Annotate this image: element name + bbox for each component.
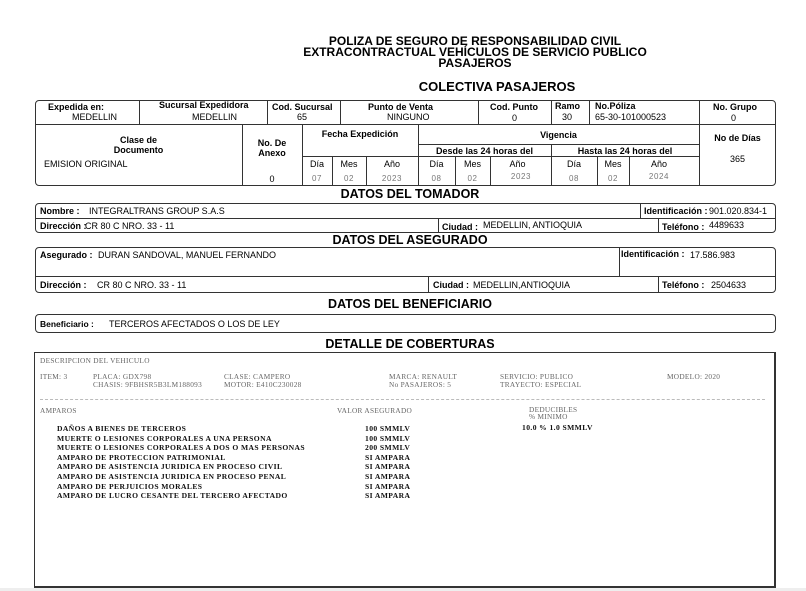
divider <box>267 100 268 124</box>
fecha-exp-dia: 07 <box>311 174 323 183</box>
amparo-valor: 100 SMMLV <box>365 433 411 443</box>
amparos-header: AMPAROS <box>40 406 77 415</box>
asegurado-telefono: 2504633 <box>711 280 747 290</box>
ramo-value: 30 <box>562 112 573 122</box>
hasta-anio: 2024 <box>648 172 670 181</box>
tomador-telefono: 4489633 <box>709 220 745 230</box>
asegurado-telefono-label: Teléfono : <box>662 280 705 290</box>
asegurado-identificacion: 17.586.983 <box>690 250 736 260</box>
deducibles-subheader: % MINIMO <box>529 412 568 421</box>
desde-anio: 2023 <box>510 172 532 181</box>
asegurado-nombre: DURAN SANDOVAL, MANUEL FERNANDO <box>98 250 277 260</box>
amparo-name: AMPARO DE PROTECCION PATRIMONIAL <box>57 452 226 462</box>
fecha-expedicion-label: Fecha Expedición <box>321 129 399 139</box>
divider <box>589 100 590 124</box>
divider <box>418 144 699 145</box>
tomador-nombre-label: Nombre : <box>40 206 80 216</box>
divider <box>340 100 341 124</box>
fecha-exp-dia-label: Día <box>309 159 324 169</box>
vehicle-description-header: DESCRIPCION DEL VEHICULO <box>40 356 150 365</box>
section-title-tomador: DATOS DEL TOMADOR <box>340 187 480 201</box>
document-subtitle: COLECTIVA PASAJEROS <box>418 79 576 94</box>
vehicle-item: ITEM: 3 <box>40 372 68 381</box>
vehicle-trayecto: TRAYECTO: ESPECIAL <box>500 380 582 389</box>
section-title-asegurado: DATOS DEL ASEGURADO <box>332 233 488 247</box>
hasta-mes-label: Mes <box>604 159 622 169</box>
divider <box>658 218 659 233</box>
desde-dia-label: Día <box>429 159 444 169</box>
divider <box>35 124 776 125</box>
cod-punto-label: Cod. Punto <box>490 102 538 112</box>
tomador-telefono-label: Teléfono : <box>662 222 705 232</box>
vehicle-clase: CLASE: CAMPERO <box>224 372 291 381</box>
asegurado-direccion: CR 80 C NRO. 33 - 11 <box>97 280 187 290</box>
sucursal-value: MEDELLIN <box>192 112 238 122</box>
desde-anio-label: Año <box>509 159 526 169</box>
amparo-name: AMPARO DE ASISTENCIA JURIDICA EN PROCESO PENAL <box>57 472 287 481</box>
document-title-line-2: EXTRACONTRACTUAL VEHÍCULOS DE SERVICIO PUBLICO <box>303 45 647 59</box>
desde-label: Desde las 24 horas del <box>435 146 534 156</box>
expedida-en-value: MEDELLIN <box>72 112 118 122</box>
divider <box>640 203 641 218</box>
vehicle-pasajeros: No PASAJEROS: 5 <box>389 380 452 389</box>
no-poliza-label: No.Póliza <box>595 101 636 111</box>
clase-doc-label-1: Clase de <box>119 135 158 145</box>
sucursal-label: Sucursal Expedidora <box>159 100 249 110</box>
amparo-valor: SI AMPARA <box>365 472 411 481</box>
tomador-direccion: CR 80 C NRO. 33 - 11 <box>85 221 175 231</box>
section-title-beneficiario: DATOS DEL BENEFICIARIO <box>328 297 492 311</box>
vehicle-placa: PLACA: GDX798 <box>93 372 152 381</box>
asegurado-direccion-label: Dirección : <box>40 280 87 290</box>
divider <box>699 100 700 186</box>
amparo-name: AMPARO DE LUCRO CESANTE DEL TERCERO AFECTADO <box>57 491 288 501</box>
hasta-label: Hasta las 24 horas del <box>577 146 673 156</box>
expedida-en-label: Expedida en: <box>48 102 105 112</box>
punto-venta-value: NINGUNO <box>387 112 430 122</box>
no-dias-label: No de Días <box>714 133 761 143</box>
vehicle-modelo: MODELO: 2020 <box>667 372 721 381</box>
amparo-valor: 100 SMMLV <box>365 424 411 433</box>
amparo-name: DAÑOS A BIENES DE TERCEROS <box>57 424 187 433</box>
asegurado-ciudad: MEDELLIN,ANTIOQUIA <box>473 280 571 290</box>
hasta-mes: 02 <box>607 174 619 183</box>
anexo-label-2: Anexo <box>258 148 286 158</box>
divider <box>35 276 776 277</box>
tomador-nombre: INTEGRALTRANS GROUP S.A.S <box>89 206 225 216</box>
divider <box>428 276 429 293</box>
no-grupo-value: 0 <box>731 113 737 123</box>
deducibles-header: DEDUCIBLES <box>529 405 578 414</box>
vehicle-marca: MARCA: RENAULT <box>389 372 458 381</box>
desde-mes: 02 <box>467 174 478 183</box>
vehicle-motor: MOTOR: E410C230028 <box>224 380 302 389</box>
beneficiario-value: TERCEROS AFECTADOS O LOS DE LEY <box>109 319 280 329</box>
document-title-line-1: POLIZA DE SEGURO DE RESPONSABILIDAD CIVIL <box>328 34 622 48</box>
amparo-valor: 200 SMMLV <box>365 443 411 453</box>
tomador-identificacion: 901.020.834-1 <box>709 206 768 216</box>
amparo-valor: SI AMPARA <box>365 462 411 472</box>
tomador-identificacion-label: Identificación : <box>644 206 708 216</box>
dashed-separator <box>40 399 765 400</box>
amparo-valor: SI AMPARA <box>365 481 411 491</box>
no-poliza-value: 65-30-101000523 <box>595 112 667 122</box>
asegurado-ciudad-label: Ciudad : <box>433 280 469 290</box>
clase-doc-label-2: Documento <box>113 145 164 155</box>
cod-sucursal-label: Cod. Sucursal <box>272 102 333 112</box>
clase-doc-value: EMISION ORIGINAL <box>44 159 128 169</box>
hasta-dia: 08 <box>568 174 580 183</box>
divider <box>302 156 699 157</box>
divider <box>658 276 659 293</box>
fecha-exp-mes: 02 <box>343 174 355 183</box>
asegurado-identificacion-label: Identificación : <box>621 249 685 259</box>
beneficiario-label: Beneficiario : <box>40 319 94 329</box>
divider <box>478 100 479 124</box>
anexo-value: 0 <box>269 174 275 184</box>
coverage-detail-box <box>34 352 776 588</box>
amparo-name: AMPARO DE ASISTENCIA JURIDICA EN PROCESO CIVIL <box>57 462 283 472</box>
amparo-valor: SI AMPARA <box>365 452 411 462</box>
divider <box>139 100 140 124</box>
ramo-label: Ramo <box>555 101 581 111</box>
divider <box>619 247 620 276</box>
section-title-coberturas: DETALLE DE COBERTURAS <box>325 337 495 351</box>
desde-dia: 08 <box>431 174 442 183</box>
divider <box>551 100 552 124</box>
desde-mes-label: Mes <box>463 159 481 169</box>
divider <box>35 218 776 219</box>
asegurado-label: Asegurado : <box>40 250 93 260</box>
hasta-dia-label: Día <box>566 159 581 169</box>
punto-venta-label: Punto de Venta <box>368 102 434 112</box>
no-grupo-label: No. Grupo <box>713 102 757 112</box>
vehicle-servicio: SERVICIO: PUBLICO <box>500 372 574 381</box>
amparo-name: AMPARO DE PERJUICIOS MORALES <box>57 481 203 491</box>
tomador-direccion-label: Dirección : <box>40 221 87 231</box>
vigencia-label: Vigencia <box>540 130 577 140</box>
hasta-anio-label: Año <box>650 159 667 169</box>
tomador-ciudad-label: Ciudad : <box>442 222 478 232</box>
amparo-name: MUERTE O LESIONES CORPORALES A DOS O MAS PERSONAS <box>57 443 306 453</box>
amparo-valor: SI AMPARA <box>365 491 411 501</box>
divider <box>438 218 439 233</box>
no-dias-value: 365 <box>729 154 746 164</box>
fecha-exp-mes-label: Mes <box>340 159 358 169</box>
fecha-exp-anio-label: Año <box>383 159 400 169</box>
deducible-value: 10.0 % 1.0 SMMLV <box>522 423 593 432</box>
amparo-name: MUERTE O LESIONES CORPORALES A UNA PERSONA <box>57 433 272 443</box>
fecha-exp-anio: 2023 <box>381 174 403 183</box>
valor-asegurado-header: VALOR ASEGURADO <box>337 406 413 415</box>
cod-punto-value: 0 <box>512 113 518 123</box>
tomador-ciudad: MEDELLIN, ANTIOQUIA <box>483 220 583 230</box>
anexo-label-1: No. De <box>257 138 287 148</box>
vehicle-chasis: CHASIS: 9FBHSR5B3LM188093 <box>93 380 203 389</box>
document-title-line-3: PASAJEROS <box>438 56 512 70</box>
cod-sucursal-value: 65 <box>297 112 308 122</box>
